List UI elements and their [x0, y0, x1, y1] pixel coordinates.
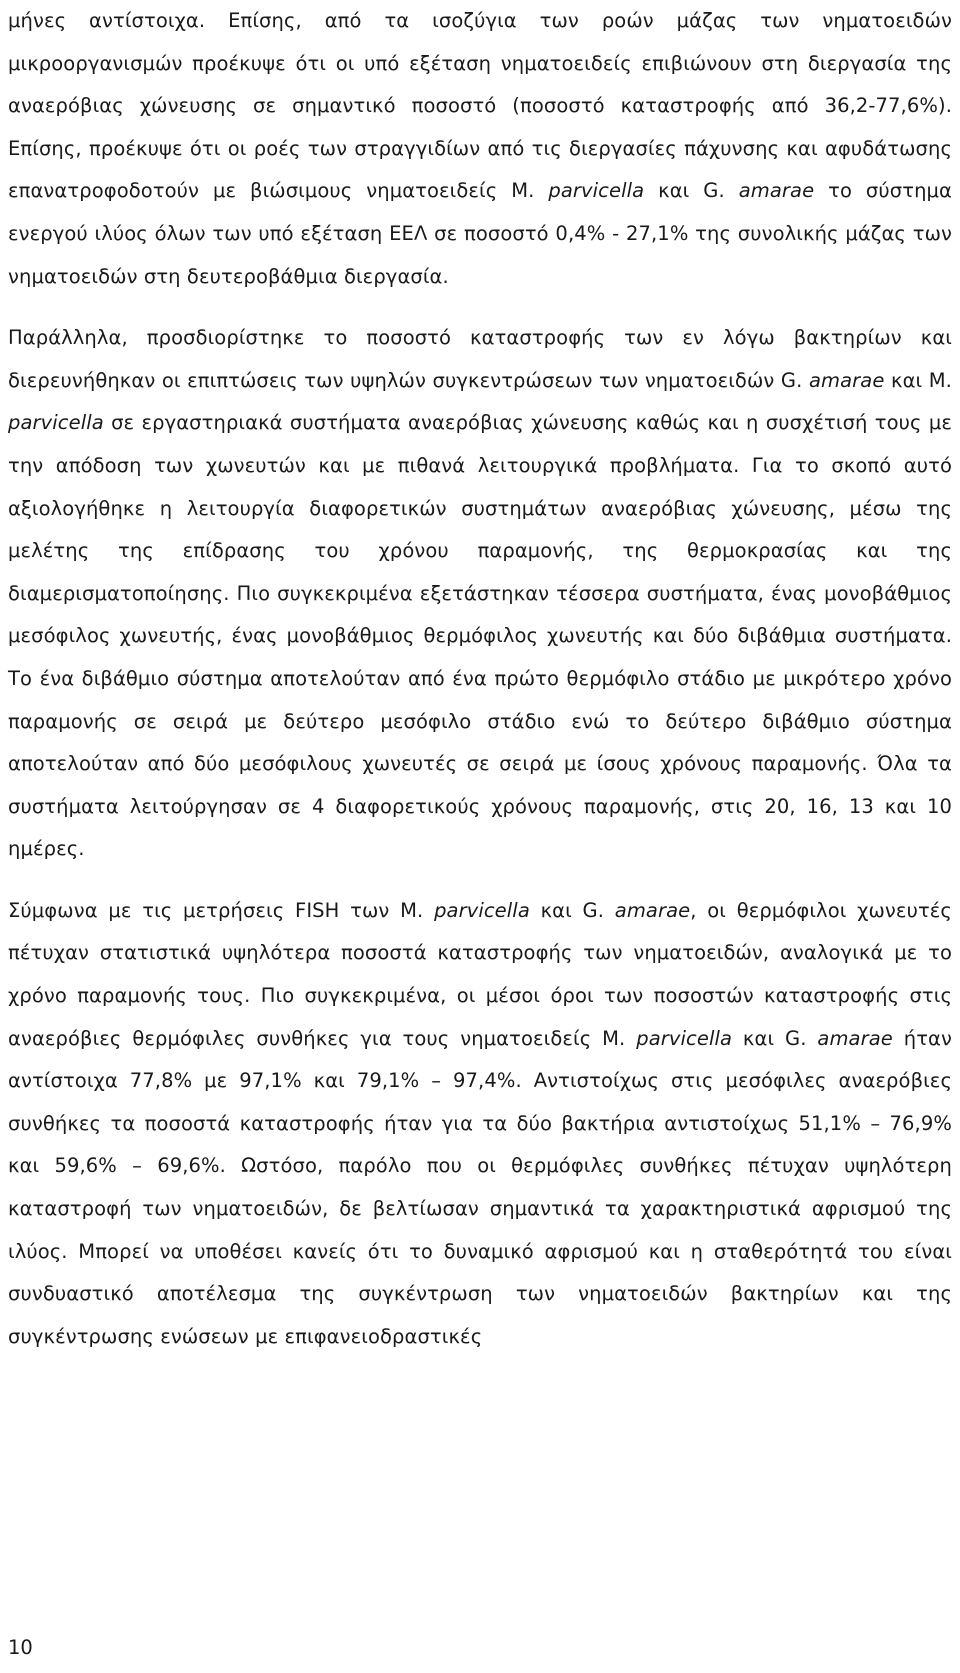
text-run: Σύμφωνα με τις μετρήσεις FISH των M.: [8, 898, 435, 922]
text-run: και G.: [529, 898, 615, 922]
italic-term: amarae: [808, 368, 885, 392]
paragraph-1: [8, 0, 952, 298]
text-run: σε εργαστηριακά συστήματα αναερόβιας χώνευσης καθώς και η συσχέτισή τους με την απόδοση των χωνευτών και με πιθανά λειτουργικά προβλήματα. Για το σκοπό αυτό αξιολογήθηκε η λειτουργία διαφορετικών συστημάτων αναερόβιας χώνευσης, μέσω της μελέτης της επίδρασης του χρόνου παραμονής, της θερμοκρασίας και της διαμερισματοποίησης. Πιο συγκεκριμένα εξετάστηκαν τέσσερα συστήματα, ένας μονοβάθμιος μεσόφιλος χωνευτής, ένας μονοβάθμιος θερμόφιλος χωνευτής και δύο διβάθμια συστήματα. Το ένα διβάθμιο σύστημα αποτελούταν από ένα πρώτο θερμόφιλο στάδιο με μικρότερο χρόνο παραμονής σε σειρά με δεύτερο μεσόφιλο στάδιο ενώ το δεύτερο διβάθμιο σύστημα αποτελούταν από δύο μεσόφιλους χωνευτές σε σειρά με ίσους χρόνους παραμονής. Όλα τα συστήματα λειτούργησαν σε 4 διαφορετικούς χρόνους παραμονής, στις 20, 16, 13 και 10 ημέρες.: [8, 411, 952, 861]
italic-term: amarae: [614, 898, 691, 922]
italic-term: parvicella: [548, 179, 645, 203]
text-run: ήταν αντίστοιχα 77,8% με 97,1% και 79,1% – 97,4%. Αντιστοίχως στις μεσόφιλες αναερόβιες συνθήκες τα ποσοστά καταστροφής ήταν για τα δύο βακτήρια αντιστοίχως 51,1% – 76,9% και 59,6% – 69,6%. Ωστόσο, παρόλο που οι θερμόφιλες συνθήκες πέτυχαν υψηλότερη καταστροφή των νηματοειδών, δε βελτίωσαν σημαντικά τα χαρακτηριστικά αφρισμού της ιλύος. Μπορεί να υποθέσει κανείς ότι το δυναμικό αφρισμού και η σταθερότητά του είναι συνδυαστικό αποτέλεσμα της συγκέντρωση των νηματοειδών βακτηρίων και της συγκέντρωσης ενώσεων με επιφανειοδραστικές: [8, 1026, 952, 1348]
text-run: Παράλληλα, προσδιορίστηκε το ποσοστό καταστροφής των εν λόγω βακτηρίων και διερευνήθηκαν οι επιπτώσεις των υψηλών συγκεντρώσεων των νηματοειδών G.: [8, 326, 952, 392]
text-run: το σύστημα ενεργού ιλύος όλων των υπό εξέταση ΕΕΛ σε ποσοστό 0,4% - 27,1% της συνολικής μάζας των νηματοειδών στη δευτεροβάθμια διεργασία.: [8, 179, 952, 288]
italic-term: parvicella: [434, 898, 530, 922]
page-number: 10: [8, 1636, 33, 1659]
text-run: και M.: [884, 368, 952, 392]
paragraph-2: [8, 317, 952, 871]
text-run: , οι θερμόφιλοι χωνευτές πέτυχαν στατιστικά υψηλότερα ποσοστά καταστροφής των νηματοειδών, αναλογικά με το χρόνο παραμονής τους. Πιο συγκεκριμένα, οι μέσοι όροι των ποσοστών καταστροφής στις αναερόβιες θερμόφιλες συνθήκες για τους νηματοειδείς M.: [8, 898, 952, 1050]
italic-term: parvicella: [636, 1026, 733, 1050]
italic-term: amarae: [738, 179, 815, 203]
document-body: [8, 0, 952, 1358]
text-run: και G.: [732, 1026, 818, 1050]
text-run: και G.: [644, 179, 739, 203]
paragraph-3: [8, 890, 952, 1359]
italic-term: amarae: [817, 1026, 893, 1050]
italic-term: parvicella: [8, 411, 104, 435]
text-run: μήνες αντίστοιχα. Επίσης, από τα ισοζύγια των ροών μάζας των νηματοειδών μικροοργανισμών προέκυψε ότι οι υπό εξέταση νηματοειδείς επιβιώνουν στη διεργασία της αναερόβιας χώνευσης σε σημαντικό ποσοστό (ποσοστό καταστροφής από 36,2-77,6%). Επίσης, προέκυψε ότι οι ροές των στραγγιδίων από τις διεργασίες πάχυνσης και αφυδάτωσης επανατροφοδοτούν με βιώσιμους νηματοειδείς M.: [8, 9, 952, 203]
